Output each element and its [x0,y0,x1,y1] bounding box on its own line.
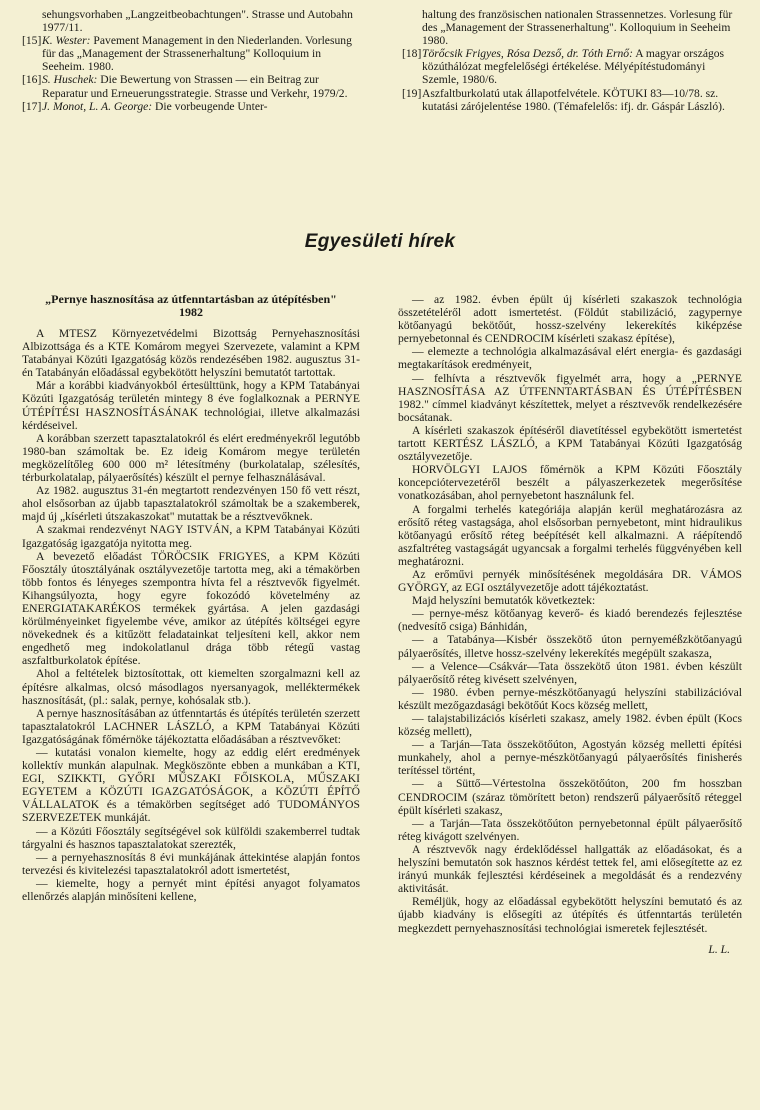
reference-text: Aszfaltburkolatú utak állapotfelvétele. KÖTUKI 83—10/78. sz. kutatási zárójelentése 1980. (Témafelelős: ifj. dr. Gáspár László). [422,86,725,113]
article-paragraph: A szakmai rendezvényt NAGY ISTVÁN, a KPM Tatabányai Közúti Igazgatóság igazgatója nyitotta meg. [22,523,360,550]
article-paragraph: — a Tarján—Tata összekötőúton pernyebetonnal épült pályaerősítő réteg kivágott szelvényen. [398,816,742,843]
article-paragraph: A bevezető előadást TÖRÖCSIK FRIGYES, a KPM Közúti Főosztály útosztályának osztályvezetője tartotta meg, aki a témakörben több fontos és lényeges szempontra hívta fel a résztvevők figyelmét. Kihangsúlyozta, hogy egyre fokozódó követelmény az ENERGIATAKARÉKOS termékek gyártása. A jelen gazdasági körülményeinket figyelembe véve, amikor az útépítés költségei egyre növekednek és a kitűzött feladatainkat teljesíteni kell, akkor nem engedhető meg indokolatlanul drága több rétegű vastag aszfaltburkolatok építése. [22,549,360,668]
article-paragraph: Reméljük, hogy az előadással egybekötött helyszíni bemutató és az újabb kiadvány is elősegíti az útépítés és útfenntartás területén megkezdett pernyehasznosítási technológiai ismeretek fejlesztését. [398,895,742,935]
article-right-column [398,293,742,956]
article-paragraph: — a Süttő—Vértestolna összekötőúton, 200 fm hosszban CENDROCIM (száraz tömörített beton) rendszerű pályaerősítő réteggel épült kísérleti szakasz, [398,777,742,817]
reference-number: [15] [22,34,42,48]
article-paragraph: — kiemelte, hogy a pernyét mint építési anyagot folyamatos ellenőrzés alapján minősíteni kellene, [22,876,360,904]
reference-text: Pavement Management in den Niederlanden. Vorlesung für das „Management der Strassenerhaltung" Kolloquium in Seeheim. 1980. [42,34,352,74]
article-paragraph: — a Tatabánya—Kisbér összekötő úton pernyeméßzkötőanyagú pályaerősítés, illetve hossz-szelvény lekerekítés megépült szakasza, [398,633,742,660]
reference-text: Die Bewertung von Strassen — ein Beitrag zur Reparatur und Erneuerungsstrategie. Strasse und Verkehr, 1979/2. [42,73,348,100]
reference-17 [22,100,360,113]
article-paragraph: Majd helyszíni bemutatók következtek: [412,594,596,608]
article-paragraph: — az 1982. évben épült új kísérleti szakaszok technológia összetételéről adott ismertetést. (Földút stabilizáció, zagypernye kötőanyagú bekötőút, hossz-szelvény lekerekítés kiképzése pernyebetonnal és CENDROCIM kísérleti szakasz építése), [398,293,742,346]
article-left-column [22,293,360,903]
reference-number: [19] [402,86,422,100]
reference-number: [18] [402,47,422,61]
reference-author: Törőcsik Frigyes, Rósa Dezső, dr. Tóth Ernő: [422,47,633,61]
section-title: Egyesületi hírek [304,231,456,252]
reference-number: [16] [22,73,42,87]
reference-continuation: sehungsvorhaben „Langzeitbeobachtungen". Strasse und Autobahn 1977/11. [42,8,353,35]
article-paragraph: A résztvevők nagy érdeklődéssel hallgatták az előadásokat, és a helyszíni bemutatón sok hasznos kérdést tettek fel, ami elősegítette az ez irányú munkák fejlesztési kérdéseinek a megoldását és a rendezvény aktivitását. [398,842,742,896]
reference-16 [22,73,360,99]
article-paragraph: — a Közúti Főosztály segítségével sok külföldi szakemberrel tudtak tárgyalni és hasznos tapasztalatokat szerezték, [22,824,360,851]
article-paragraph: — a Velence—Csákvár—Tata összekötő úton 1981. évben készült pályaerősítő réteg kivésett szelvényen, [398,659,742,686]
article-body-right [398,293,742,935]
article-paragraph: — kutatási vonalon kiemelte, hogy az eddig elért eredmények kollektív munkán alapulnak. Megköszönte ebben a munkában a KTI, EGI, SZIKKTI, GYŐRI MŰSZAKI FŐISKOLA, MŰSZAKI EGYETEM a KÖZÚTI IGAZGATÓSÁGOK, a KÖZÚTI ÉPÍTŐ VÁLLALATOK és a témakörben segítséget adó TUDOMÁNYOS SZERVEZETEK munkáját. [22,746,360,825]
article-title: „Pernye hasznosítása az útfenntartásban az útépítésben" 1982 [45,292,337,319]
article-paragraph: Az erőművi pernyék minősítésének megoldására DR. VÁMOS GYÖRGY, az EGI osztályvezetője adott tájékoztatást. [398,567,742,595]
article-paragraph: — a Tarján—Tata összekötőúton, Agostyán község melletti építési munkahely, ahol a pernye-mészkötőanyagú pályaerősítés finisherés terítéssel történt, [398,738,742,778]
article-body-left [22,327,360,903]
reference-author: K. Wester: [42,34,91,48]
article-paragraph: — a pernyehasznosítás 8 évi munkájának áttekintése alapján fontos tervezési és kivitelezési tapasztalatokról adott ismertetést, [22,850,360,877]
references-left-column [22,8,360,113]
article-paragraph: — talajstabilizációs kísérleti szakasz, amely 1982. évben épült (Kocs község mellett), [398,712,742,739]
reference-15 [22,34,360,73]
article-signature: L. L. [708,942,730,956]
reference-18 [402,47,742,86]
article-paragraph: — 1980. évben pernye-mészkötőanyagú helyszíni stabilizációval készült mezőgazdasági bekötőút Kocs község mellett, [398,685,742,712]
reference-author: S. Huschek: [42,73,98,87]
article-paragraph: A forgalmi terhelés kategóriája alapján kerül meghatározásra az erősítő réteg vastagsága, ahol elsősorban pernyebetont, mint hidraulikus kötőanyagú erősítő réteg beépítését kell alkalmazni. A ráépítendő aszfaltréteg vastagságát ugyancsak a forgalmi terhelés függvényében kell meghatározni. [398,502,742,568]
article-paragraph: Az 1982. augusztus 31-én megtartott rendezvényen 150 fő vett részt, ahol elsősorban az újabb tapasztalatokról számoltak be a szakemberek, majd új „kísérleti útszakaszokat" mutattak be a résztvevőknek. [22,484,360,524]
reference-continuation: haltung des französischen nationalen Strassennetzes. Vorlesung für des „Management der Strassenerhaltung". Kolloquium in Seeheim 1980. [422,8,733,48]
article-paragraph: — pernye-mész kötőanyag keverő- és kiadó berendezés fejlesztése (nedvesítő csiga) Bánhidán, [398,607,742,634]
article-paragraph: Ahol a feltételek biztosítottak, ott kiemelten szorgalmazni kell az építésre alkalmas, olcsó másodlagos nyersanyagok, melléktermékek hasznosítását, (pl.: salak, pernye, kohósalak stb.). [22,667,360,707]
reference-author: J. Monot, L. A. George: [42,99,153,113]
article-paragraph: A korábban szerzett tapasztalatokról és elért eredményekről legutóbb 1980-ban számoltak be. Ez ideig Komárom megye területén megközelítőleg 600 000 m² létesítmény (burkolatalap, szélesítés, térburkolatalap, pályaerősítés) készült el pernye felhasználásával. [22,431,360,485]
article-paragraph: Már a korábbi kiadványokból értesülttünk, hogy a KPM Tatabányai Közúti Igazgatóság területén mintegy 8 éve foglalkoznak a PERNYE ÚTÉPÍTÉSI HASZNOSÍTÁSÁNAK technológiai, illetve alkalmazási kérdéseivel. [22,379,360,432]
article-paragraph: HORVÖLGYI LAJOS főmérnök a KPM Közúti Főosztály koncepciótervezetéről beszélt a pályaszerkezetek megerősítése vonatkozásában, ahol pernyebetont használunk fel. [398,463,742,503]
reference-number: [17] [22,99,42,113]
reference-19 [402,87,742,113]
references-right-column [402,8,742,113]
article-paragraph: A pernye hasznosításában az útfenntartás és útépítés területén szerzett tapasztalatokról LACHNER LÁSZLÓ, a KPM Tatabányai Közúti Igazgatóságának főmérnöke tájékoztatta előadásában a résztvevőket: [22,706,360,746]
reference-text: A magyar országos közúthálózat megfelelőségi értékelése. Mélyépítéstudományi Szemle, 1980/6. [422,47,725,87]
article-paragraph: A MTESZ Környezetvédelmi Bizottság Pernyehasznosítási Albizottsága és a KTE Komárom megyei Szervezete, valamint a KPM Tatabányai Közúti Igazgatóság közös rendezésében 1982. augusztus 31-én Tatabányán előadással egybekötött helyszíni bemutatót tartottak. [22,327,360,380]
article-paragraph: — elemezte a technológia alkalmazásával elért energia- és gazdasági megtakarítások eredményeit, [398,345,742,372]
reference-text: Die vorbeugende Unter- [152,99,268,113]
article-paragraph: A kísérleti szakaszok építéséről diavetítéssel egybekötött ismertetést tartott KERTÉSZ LÁSZLÓ, a KPM Tatabányai Közúti Igazgatóság osztályvezetője. [398,423,742,464]
article-paragraph: — felhívta a résztvevők figyelmét arra, hogy a „PERNYE HASZNOSÍTÁSA AZ ÚTFENNTARTÁSBAN ÉS ÚTÉPÍTÉSBEN 1982." címmel kiadványt készítettek, melyet a résztvevők rendelkezésére bocsátanak. [398,371,742,424]
